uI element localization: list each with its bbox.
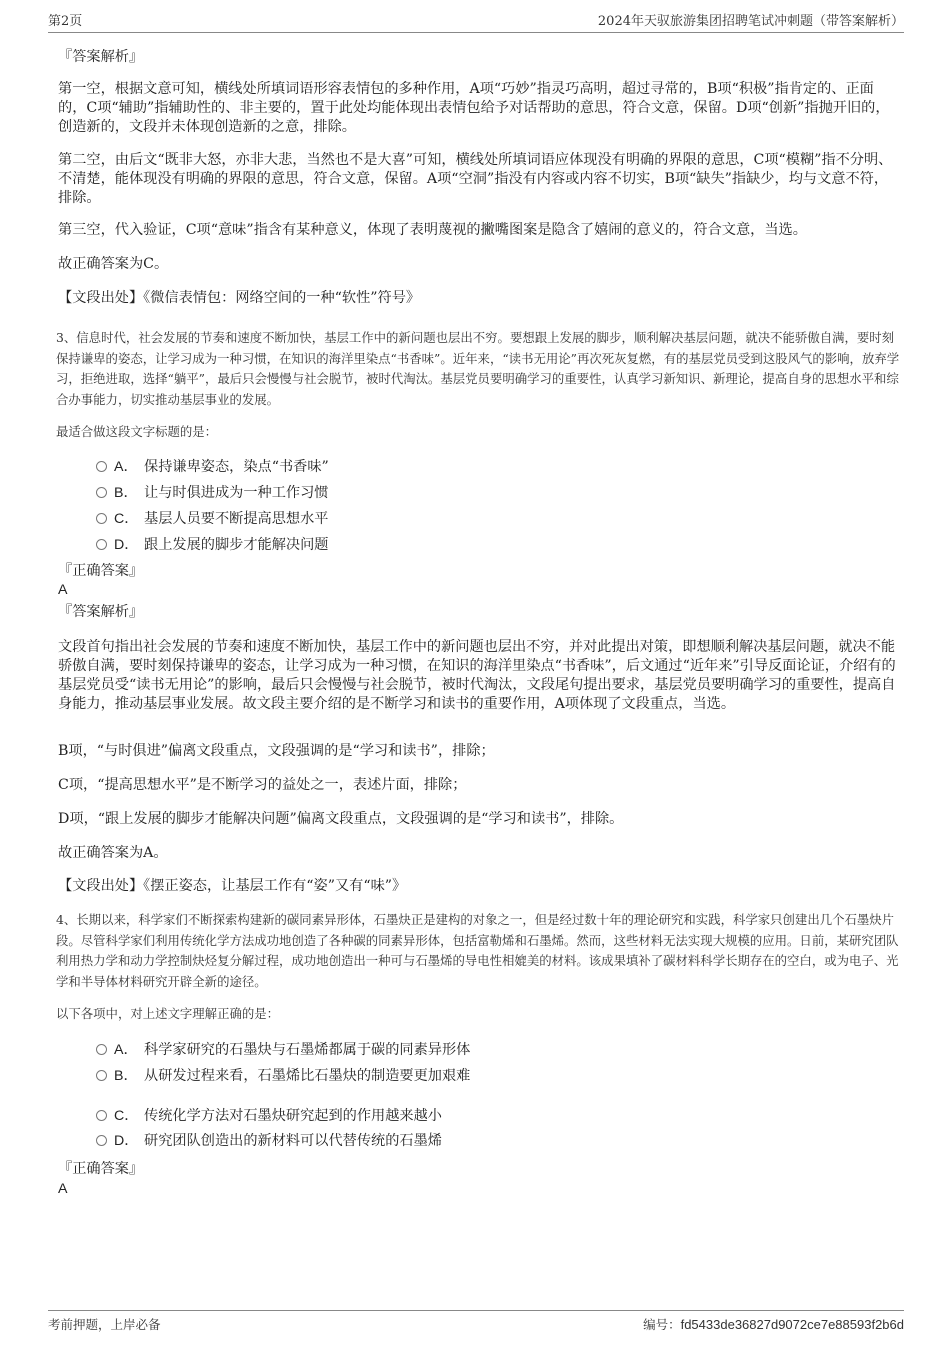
code-label: 编号： [643,1317,681,1332]
q3-option-a[interactable] [96,458,329,477]
option-letter: D． [114,537,139,553]
option-text: 研究团队创造出的新材料可以代替传统的石墨烯 [144,1133,442,1149]
q3-analysis: 文段首句指出社会发展的节奏和速度不断加快，基层工作中的新问题也层出不穷，并对此提出对策，即想顺利解决基层问题，就决不能骄傲自满，要时刻保持谦卑的姿态，让学习成为一种习惯，在知识的海洋里染点“书香味”，后文通过“近年来”引导反面论证，介绍有的基层党员受“读书无用论”的影响，最后只会慢慢与社会脱节，被时代淘汰，文段尾句提出要求，基层党员要明确学习的重要性，提高自身能力，推动基层事业发展。故文段主要介绍的是不断学习和读书的重要作用，A项体现了文段重点，当选。 [58,639,896,712]
option-text: 从研发过程来看，石墨烯比石墨炔的制造要更加艰难 [144,1068,471,1084]
code-value: fd5433de36827d9072ce7e88593f2b6d [680,1317,904,1332]
q3-stem: 3、信息时代，社会发展的节奏和速度不断加快，基层工作中的新问题也层出不穷。要想跟上发展的脚步，顺利解决基层问题，就决不能骄傲自满，要时刻保持谦卑的姿态，让学习成为一种习惯，在知识的海洋里染点“书香味”。近年来，“读书无用论”再次死灰复燃，有的基层党员受到这股风气的影响，放弃学习，拒绝进取，选择“躺平”，最后只会慢慢与社会脱节，被时代淘汰。基层党员要明确学习的重要性，认真学习新知识、新理论，提高自身的思想水平和综合办事能力，切实推动基层事业的发展。 [56,330,900,407]
document-title: 2024年天驭旅游集团招聘笔试冲刺题（带答案解析） [597,14,904,29]
q3-note-d: D项，“跟上发展的脚步才能解决问题”偏离文段重点，文段强调的是“学习和读书”，排除。 [58,811,624,827]
option-letter: B． [114,485,138,501]
q3-option-c[interactable] [96,510,328,529]
page-header [48,10,904,32]
q4-stem: 4、长期以来，科学家们不断探索构建新的碳同素异形体，石墨炔正是建构的对象之一，但是经过数十年的理论研究和实践，科学家只创建出几个石墨炔片段。尽管科学家们利用传统化学方法成功地创造了各种碳的同素异形体，包括富勒烯和石墨烯。然而，这些材料无法实现大规模的应用。日前，某研究团队利用热力学和动力学控制炔烃复分解过程，成功地创造出一种可与石墨烯的导电性相媲美的材料。该成果填补了碳材料科学长期存在的空白，或为电子、光学和半导体材料研究开辟全新的途径。 [56,912,899,989]
option-letter: C． [114,511,139,527]
footer-divider [48,1310,904,1311]
option-text: 让与时俱进成为一种工作习惯 [144,485,329,501]
q3-correct-label: 『正确答案』 [58,563,144,579]
radio-icon[interactable] [96,1110,107,1121]
document-code [643,1315,904,1333]
option-text: 跟上发展的脚步才能解决问题 [144,537,329,553]
q4-option-d[interactable] [96,1132,442,1151]
q4-option-c[interactable] [96,1107,442,1126]
q4-correct-answer: A [58,1181,68,1197]
option-letter: C． [114,1108,139,1124]
radio-icon[interactable] [96,1070,107,1081]
page-footer [48,1310,904,1334]
q4-prompt: 以下各项中，对上述文字理解正确的是： [56,1006,280,1021]
option-text: 保持谦卑姿态，染点“书香味” [144,459,329,475]
radio-icon[interactable] [96,1044,107,1055]
q3-correct-answer: A [58,582,68,598]
q2-conclusion: 故正确答案为C。 [58,256,169,272]
header-divider [48,32,904,33]
option-letter: B． [114,1068,138,1084]
option-letter: A． [114,459,138,475]
q3-note-c: C项，“提高思想水平”是不断学习的益处之一，表述片面，排除； [58,777,467,793]
option-letter: D． [114,1133,139,1149]
page-number: 第2页 [48,14,83,29]
q4-correct-label: 『正确答案』 [58,1161,144,1177]
q2-source: 【文段出处】《微信表情包：网络空间的一种“软性”符号》 [58,290,421,306]
q3-note-b: B项，“与时俱进”偏离文段重点，文段强调的是“学习和读书”，排除； [58,743,495,759]
q4-option-a[interactable] [96,1041,470,1060]
option-text: 传统化学方法对石墨炔研究起到的作用越来越小 [144,1108,442,1124]
footer-slogan: 考前押题，上岸必备 [48,1317,161,1332]
q3-conclusion: 故正确答案为A。 [58,845,168,861]
radio-icon[interactable] [96,513,107,524]
q3-prompt: 最适合做这段文字标题的是： [56,424,218,439]
radio-icon[interactable] [96,539,107,550]
q3-option-d[interactable] [96,536,328,555]
option-text: 基层人员要不断提高思想水平 [144,511,329,527]
q3-analysis-label: 『答案解析』 [58,604,144,620]
radio-icon[interactable] [96,461,107,472]
option-letter: A． [114,1042,138,1058]
q4-option-b[interactable] [96,1067,470,1086]
option-text: 科学家研究的石墨炔与石墨烯都属于碳的同素异形体 [144,1042,471,1058]
q2-analysis-para1: 第一空，根据文意可知，横线处所填词语形容表情包的多种作用，A项“巧妙”指灵巧高明，超过寻常的，B项“积极”指肯定的、正面的，C项“辅助”指辅助性的、非主要的，置于此处均能体现出表情包给予对话帮助的意思，符合文意，保留。D项“创新”指抛开旧的，创造新的，文段并未体现创造新的之意，排除。 [58,81,890,135]
q2-analysis-label: 『答案解析』 [58,49,144,65]
q2-analysis-para3: 第三空，代入验证，C项“意味”指含有某种意义，体现了表明蔑视的撇嘴图案是隐含了嬉闹的意义的，符合文意，当选。 [58,222,807,238]
radio-icon[interactable] [96,487,107,498]
q3-source: 【文段出处】《摆正姿态，让基层工作有“姿”又有“味”》 [58,878,407,894]
q2-analysis-para2: 第二空，由后文“既非大怒，亦非大悲，当然也不是大喜”可知，横线处所填词语应体现没有明确的界限的意思，C项“模糊”指不分明、不清楚，能体现没有明确的界限的意思，符合文意，保留。A项“空洞”指没有内容或内容不切实，B项“缺失”指缺少，均与文意不符，排除。 [58,152,893,206]
radio-icon[interactable] [96,1135,107,1146]
q3-option-b[interactable] [96,484,328,503]
